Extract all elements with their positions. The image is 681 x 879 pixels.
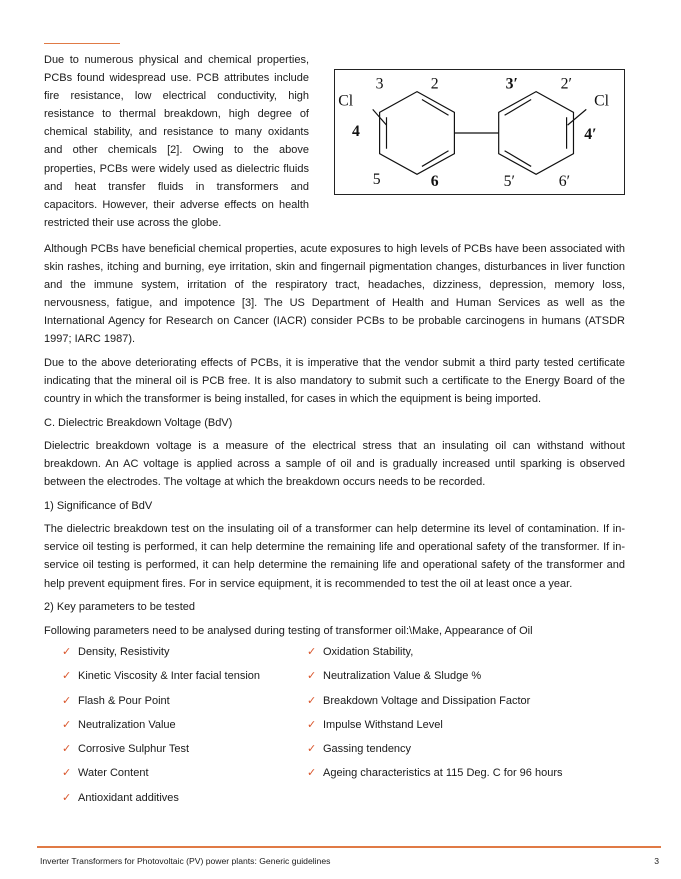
footer-accent-rule xyxy=(37,846,661,848)
checkmark-icon: ✓ xyxy=(307,670,317,683)
left-benzene-ring xyxy=(380,92,455,175)
checklist-item-label: Impulse Withstand Level xyxy=(323,718,443,731)
checkmark-icon: ✓ xyxy=(62,791,72,804)
position-4-label: 4 xyxy=(352,122,360,140)
checkmark-icon: ✓ xyxy=(62,767,72,780)
checkmark-icon: ✓ xyxy=(307,767,317,780)
position-6-label: 6 xyxy=(430,173,439,191)
paragraph-parameters-intro: Following parameters need to be analysed during testing of transformer oil:\Make, Appearance of Oil xyxy=(44,624,533,637)
subheading-key-parameters: 2) Key parameters to be tested xyxy=(44,601,196,614)
checkmark-icon: ✓ xyxy=(307,718,317,731)
checklist-item xyxy=(307,764,625,782)
checklist-item xyxy=(62,740,307,758)
checklist-item-label: Ageing characteristics at 115 Deg. C for 96 hours xyxy=(323,767,563,780)
checkmark-icon: ✓ xyxy=(62,743,72,756)
checklist-item xyxy=(307,643,625,661)
checklist-item xyxy=(307,716,625,734)
position-2p-label: 2′ xyxy=(560,75,573,93)
checklist-item xyxy=(62,764,307,782)
checkmark-icon: ✓ xyxy=(307,646,317,658)
page-number: 3 xyxy=(654,856,659,866)
checklist-item xyxy=(307,667,625,685)
checklist-item xyxy=(307,740,625,758)
paragraph-bdv-definition: Dielectric breakdown voltage is a measure of the electrical stress that an insulating oil can withstand without breakdown. An AC voltage is applied across a sample of oil and is gradually increased until sparking is observed between the electrodes. The voltage at which the breakdown occurs needs to be recorded. xyxy=(44,440,625,489)
footer-document-title: Inverter Transformers for Photovoltaic (PV) power plants: Generic guidelines xyxy=(40,856,331,866)
checklist-item-label: Neutralization Value xyxy=(78,718,176,731)
checklist-item-label: Neutralization Value & Sludge % xyxy=(323,670,482,683)
paragraph-bdv-significance: The dielectric breakdown test on the insulating oil of a transformer can help determine its level of contamination. If in-service oil testing is performed, it can help determine the remaining life and operational safety of the transformer. If in-service oil testing is performed, it can help determine the remaining life and operational safety of the transformer and help prevent equipment fires. For in service equipment, it is recommended to test the oil at least once a year. xyxy=(44,523,625,590)
checkmark-icon: ✓ xyxy=(307,694,317,707)
checklist-item-label: Flash & Pour Point xyxy=(78,694,170,707)
checkmark-icon: ✓ xyxy=(307,743,317,756)
checkmark-icon: ✓ xyxy=(62,670,72,683)
paragraph-health-effects: Although PCBs have beneficial chemical properties, acute exposures to high levels of PCBs have been associated with skin rashes, itching and burning, eye irritation, skin and fingernail pigmentation changes, disturbances in liver function and the immune system, irritation of the respiratory tract, headaches, dizziness, depression, memory loss, nervousness, fatigue, and impotence [3]. The US Department of Health and Human Services as well as the International Agency for Research on Cancer (IACR) consider PCBs to be probable carcinogens in humans (ATSDR 1997; IARC 1987). xyxy=(44,243,625,346)
paragraph-pcb-certificate: Due to the above deteriorating effects of PCBs, it is imperative that the vendor submit a third party tested certificate indicating that the mineral oil is PCB free. It is also mandatory to submit such a certificate to the Energy Board of the country in which the transformer is being installed, for cases in which the equipment is being imported. xyxy=(44,356,625,406)
checklist-item xyxy=(307,692,625,710)
position-5-label: 5 xyxy=(372,171,381,189)
right-cl-bond xyxy=(568,109,587,125)
checklist-item xyxy=(62,643,307,661)
checklist-item-label: Antioxidant additives xyxy=(78,791,179,804)
right-benzene-ring xyxy=(499,92,574,175)
top-accent-rule xyxy=(44,43,120,44)
checklist-item-label: Gassing tendency xyxy=(323,743,412,756)
position-2-label: 2 xyxy=(430,75,439,93)
position-3p-label: 3′ xyxy=(505,75,518,93)
pcb-structure-figure xyxy=(334,69,625,195)
checklist-item-label: Breakdown Voltage and Dissipation Factor xyxy=(323,694,531,707)
position-4p-label: 4′ xyxy=(584,125,597,143)
parameter-checklist xyxy=(62,643,625,807)
pcb-structure-diagram xyxy=(335,70,624,194)
main-body-text xyxy=(44,240,625,645)
right-cl-label: Cl xyxy=(594,92,610,110)
position-6p-label: 6′ xyxy=(558,173,571,191)
position-3-label: 3 xyxy=(375,75,384,93)
position-5p-label: 5′ xyxy=(503,173,515,191)
checklist-item xyxy=(62,716,307,734)
checkmark-icon: ✓ xyxy=(62,646,72,658)
section-heading-bdv: C. Dielectric Breakdown Voltage (BdV) xyxy=(44,416,233,429)
checkmark-icon: ✓ xyxy=(62,718,72,731)
checklist-item-label: Water Content xyxy=(78,767,149,780)
subheading-significance: 1) Significance of BdV xyxy=(44,499,153,512)
checklist-item-label: Density, Resistivity xyxy=(78,646,170,658)
intro-paragraph: Due to numerous physical and chemical properties, PCBs found widespread use. PCB attributes include fire resistance, low electrical conductivity, high resistance to thermal breakdown, high degree of chemical stability, and resistance to many oxidants and other chemicals [2]. Owing to the above properties, PCBs were widely used as dielectric fluids and heat transfer fluids in transformers and capacitors. However, their adverse effects on health restricted their use across the globe. xyxy=(44,54,309,229)
checklist-item-label: Corrosive Sulphur Test xyxy=(78,743,190,756)
checklist-item-label: Kinetic Viscosity & Inter facial tension xyxy=(78,670,260,683)
checklist-item xyxy=(62,667,307,685)
checkmark-icon: ✓ xyxy=(62,694,72,707)
checklist-item-label: Oxidation Stability, xyxy=(323,646,414,658)
checklist-item xyxy=(62,789,307,807)
checklist-item xyxy=(62,692,307,710)
left-cl-label: Cl xyxy=(338,92,354,110)
